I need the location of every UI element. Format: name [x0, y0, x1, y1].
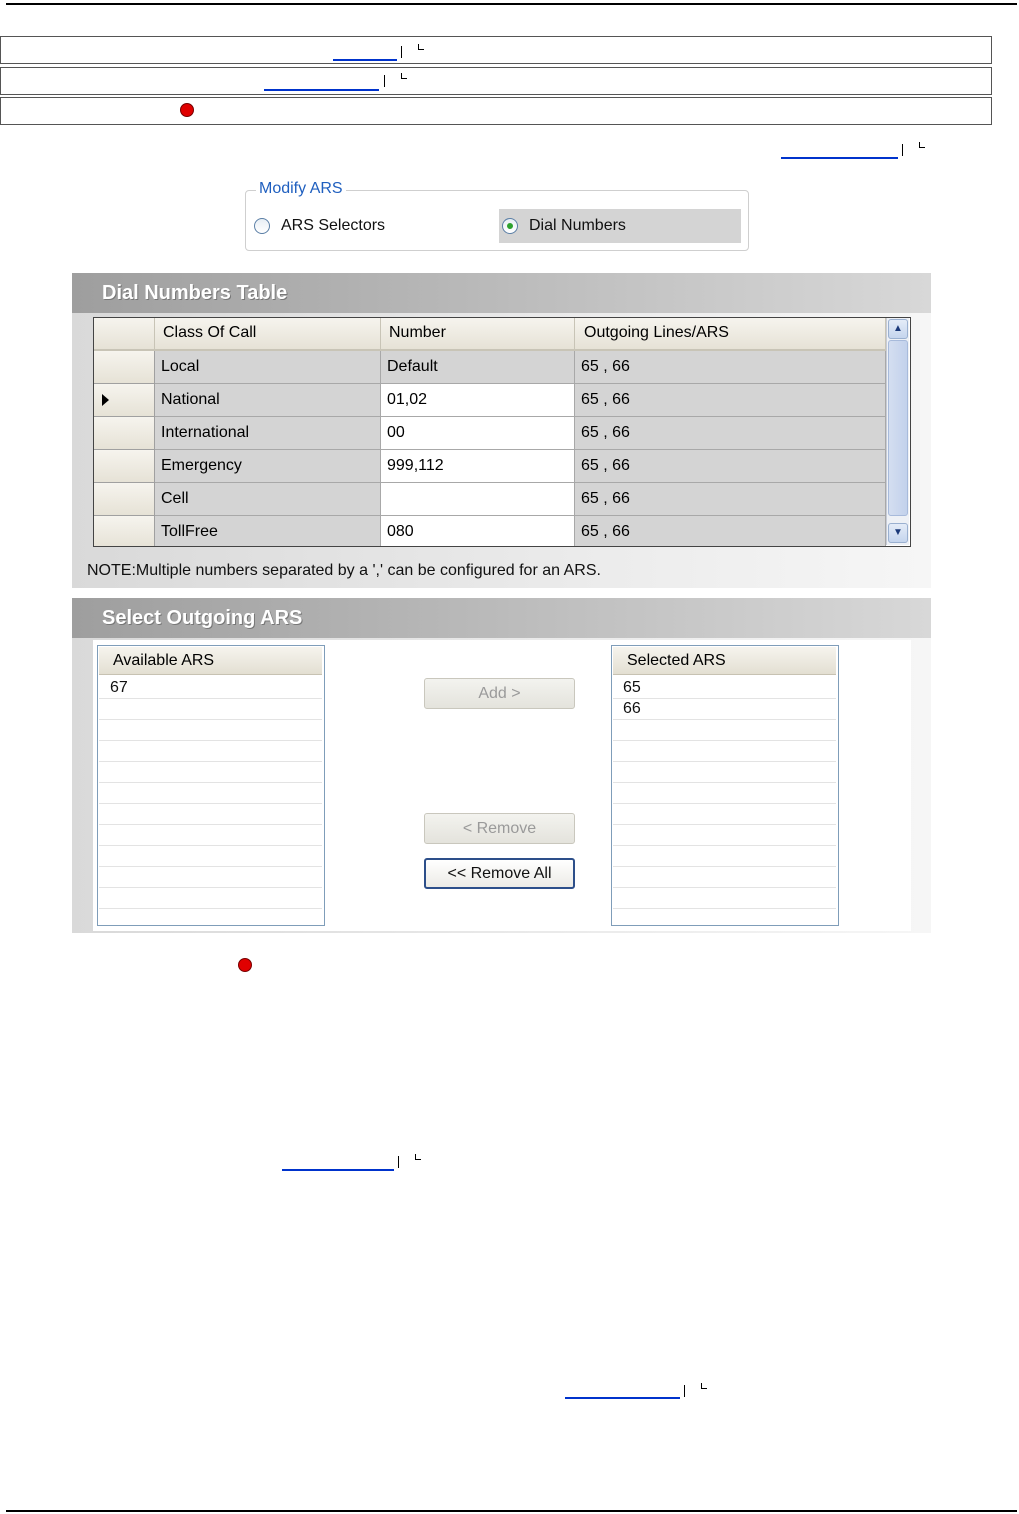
grid-scrollbar[interactable] [886, 318, 909, 545]
class-of-call-cell: TollFree [155, 516, 381, 547]
bullet-icon [238, 958, 252, 972]
select-outgoing-title: Select Outgoing ARS [102, 607, 303, 629]
list-divider [613, 782, 836, 783]
class-of-call-cell: Local [155, 351, 381, 384]
row-selector[interactable] [94, 351, 155, 384]
list-divider [613, 866, 836, 867]
list-divider [99, 740, 322, 741]
list-divider [99, 866, 322, 867]
column-header[interactable]: Number [381, 318, 575, 351]
dial-numbers-note: NOTE:Multiple numbers separated by a ',' can be configured for an ARS. [87, 562, 601, 579]
table-row-2 [0, 67, 992, 95]
available-ars-header: Available ARS [99, 647, 322, 675]
number-cell[interactable]: 999,112 [381, 450, 575, 483]
outgoing-lines-cell[interactable]: 65 , 66 [575, 384, 886, 417]
scroll-down-icon[interactable]: ▼ [888, 523, 908, 543]
list-divider [613, 803, 836, 804]
list-divider [99, 824, 322, 825]
list-divider [99, 887, 322, 888]
doc-link-1[interactable] [333, 59, 397, 61]
list-divider [613, 698, 836, 699]
number-cell: Default [381, 351, 575, 384]
list-divider [99, 803, 322, 804]
column-header[interactable]: Class Of Call [155, 318, 381, 351]
reference-icon [902, 142, 924, 156]
class-of-call-cell: Emergency [155, 450, 381, 483]
selected-ars-header: Selected ARS [613, 647, 836, 675]
dial-numbers-label[interactable]: Dial Numbers [529, 217, 626, 234]
list-divider [99, 698, 322, 699]
number-cell[interactable] [381, 483, 575, 516]
dial-numbers-title: Dial Numbers Table [102, 282, 288, 304]
outgoing-lines-cell[interactable]: 65 , 66 [575, 450, 886, 483]
doc-link-5[interactable] [565, 1397, 680, 1399]
list-item[interactable]: 66 [623, 700, 641, 717]
list-divider [99, 719, 322, 720]
scroll-thumb[interactable] [888, 340, 908, 516]
modify-ars-title: Modify ARS [256, 180, 346, 198]
doc-link-2[interactable] [264, 89, 379, 91]
list-item[interactable]: 65 [623, 679, 641, 696]
class-of-call-cell: National [155, 384, 381, 417]
reference-icon [398, 1154, 420, 1168]
selected-ars-list[interactable] [611, 645, 839, 926]
bullet-icon [180, 103, 194, 117]
remove-button[interactable]: < Remove [424, 813, 575, 844]
list-divider [99, 845, 322, 846]
remove-all-button[interactable]: << Remove All [424, 858, 575, 889]
dial-numbers-radio[interactable] [502, 218, 518, 234]
scroll-up-icon[interactable]: ▲ [888, 319, 908, 339]
bottom-rule [6, 1510, 1017, 1512]
row-selector[interactable] [94, 450, 155, 483]
column-header[interactable]: Outgoing Lines/ARS [575, 318, 886, 351]
ars-selectors-radio[interactable] [254, 218, 270, 234]
ars-selectors-label[interactable]: ARS Selectors [281, 217, 386, 234]
number-cell[interactable]: 01,02 [381, 384, 575, 417]
doc-link-4[interactable] [282, 1169, 394, 1171]
dial-numbers-grid[interactable] [93, 317, 911, 547]
list-divider [99, 761, 322, 762]
row-header-corner [94, 318, 155, 351]
row-selector[interactable] [94, 516, 155, 547]
list-divider [99, 908, 322, 909]
list-divider [613, 887, 836, 888]
list-divider [99, 782, 322, 783]
reference-icon [684, 1383, 706, 1397]
list-divider [613, 908, 836, 909]
panel-header [72, 273, 931, 313]
outgoing-lines-cell[interactable]: 65 , 66 [575, 516, 886, 547]
outgoing-lines-cell[interactable]: 65 , 66 [575, 417, 886, 450]
list-divider [613, 719, 836, 720]
list-divider [613, 824, 836, 825]
row-selector[interactable] [94, 417, 155, 450]
reference-icon [401, 44, 423, 58]
row-selector[interactable] [94, 384, 155, 417]
outgoing-lines-cell[interactable]: 65 , 66 [575, 351, 886, 384]
class-of-call-cell: Cell [155, 483, 381, 516]
list-divider [613, 845, 836, 846]
list-divider [613, 761, 836, 762]
doc-link-3[interactable] [781, 157, 898, 159]
table-row-1 [0, 36, 992, 64]
list-item[interactable]: 67 [110, 679, 128, 696]
number-cell[interactable]: 00 [381, 417, 575, 450]
class-of-call-cell: International [155, 417, 381, 450]
current-row-arrow-icon [102, 394, 109, 406]
top-rule [6, 3, 1017, 5]
panel-header [72, 598, 931, 638]
number-cell[interactable]: 080 [381, 516, 575, 547]
add-button[interactable]: Add > [424, 678, 575, 709]
table-row-3 [0, 97, 992, 125]
list-divider [613, 740, 836, 741]
available-ars-list[interactable] [97, 645, 325, 926]
reference-icon [384, 73, 406, 87]
row-selector[interactable] [94, 483, 155, 516]
outgoing-lines-cell[interactable]: 65 , 66 [575, 483, 886, 516]
